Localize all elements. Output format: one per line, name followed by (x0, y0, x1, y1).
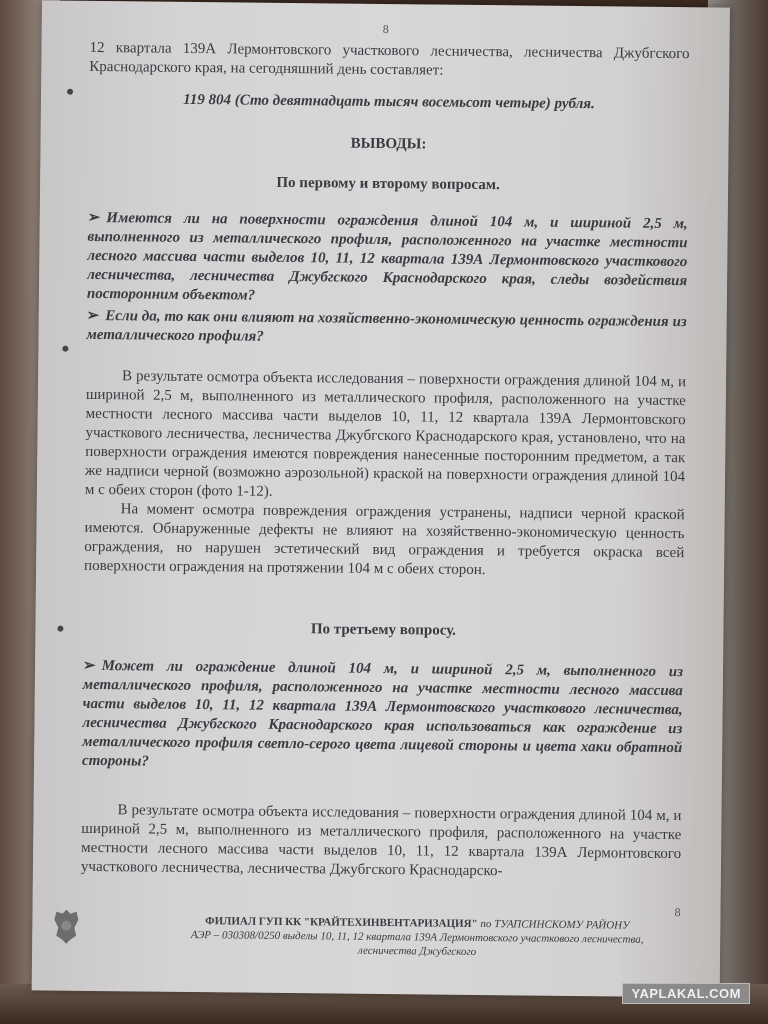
answer-block-1 (84, 367, 686, 582)
answer-3-paragraph-1: В результате осмотра объекта исследования – поверхности ограждения длиной 104 м, и шириной 2,5 м, выполненного из металлического профиля, расположенного на участке местности лесного массива части выделов 10, 11, 12 квартала 139А Лермонтовского участкового лесничества, лесничества Джубгского Краснодарско- (80, 802, 682, 880)
question-2 (86, 307, 686, 351)
answer-1-paragraph-1: В результате осмотра объекта исследования – поверхности ограждения длиной 104 м, и шириной 2,5 м, выполненного из металлического профиля, расположенного на участке местности лесного массива части выделов 10, 11, 12 квартала 139А Лермонтовского участкового лесничества, лесничества Джубгского Краснодарского края, установлено, что на поверхности ограждения имеются повреждения нанесенные посторонним предметом, а так же надписи черной (возможно аэрозольной) краской на поверхности ограждения длиной 104 м с обеих сторон (фото 1-12). (84, 368, 687, 500)
question-2-text: Если да, то как они влияют на хозяйственно-экономическую ценность ограждения из металлического профиля? (86, 308, 687, 345)
price-line: 119 804 (Сто девятнадцать тысяч восемьсот четыре) рубля. (183, 91, 595, 113)
heading-question-3: По третьему вопросу. (310, 621, 457, 639)
binding-hole-icon (67, 89, 73, 95)
footer-region: по ТУАПСИНСКОМУ РАЙОНУ (477, 918, 630, 932)
page-number-top: 8 (382, 21, 389, 37)
site-watermark: YAPLAKAL.COM (622, 983, 750, 1004)
bullet-arrow-icon: ➢ (86, 307, 100, 325)
question-3 (82, 657, 683, 777)
page-number-bottom: 8 (674, 905, 681, 920)
footer-organization: ФИЛИАЛ ГУП КК "КРАЙТЕХИНВЕНТАРИЗАЦИЯ" (205, 915, 478, 931)
page-footer (182, 914, 652, 961)
bullet-arrow-icon: ➢ (87, 209, 101, 227)
answer-1-paragraph-2: На момент осмотра повреждения ограждения устранены, надписи черной краской имеются. Обнаруженные дефекты не влияют на хозяйственно-экономическую ценность ограждения, но нарушен эстетический вид ограждения и требуется окраска всей поверхности ограждения на протяжении 104 м с обеих сторон. (84, 501, 685, 579)
question-1-text: Имеются ли на поверхности ограждения длиной 104 м, и шириной 2,5 м, выполненного из металлического профиля, расположенного на участке местности лесного массива части выделов 10, 11, 12 квартала 139А Лермонтовского участкового лесничества, лесничества Джубгского Краснодарского края, следы воздействия посторонним объектом? (86, 210, 688, 304)
heading-questions-1-2: По первому и второму вопросам. (276, 174, 500, 194)
russian-coat-of-arms-icon (50, 906, 82, 946)
bullet-arrow-icon: ➢ (82, 657, 96, 674)
footer-line-2: АЭР – 030308/0250 выделы 10, 11, 12 квартала 139А Лермонтовского участкового лесничества, лесничества Джубгского (190, 929, 644, 958)
binding-hole-icon (62, 346, 68, 352)
question-3-text: Может ли ограждение длиной 104 м, и шириной 2,5 м, выполненного из металлического профиля, расположенного на участке местности лесного массива части выделов 10, 11, 12 квартала 139А Лермонтовского участкового лесничества, лесничества Джубгского Краснодарского края использоваться как ограждение из металлического профиля светло-серого цвета лицевой стороны и цвета хаки обратной стороны? (81, 658, 684, 770)
intro-paragraph: 12 квартала 139А Лермонтовского участкового лесничества, лесничества Джубгского Краснодарского края, на сегодняшний день составляет: (89, 39, 690, 79)
document-page (32, 0, 730, 997)
heading-conclusions: ВЫВОДЫ: (350, 135, 427, 153)
question-1 (87, 209, 688, 310)
binding-hole-icon (57, 626, 63, 632)
answer-block-3 (81, 801, 682, 883)
